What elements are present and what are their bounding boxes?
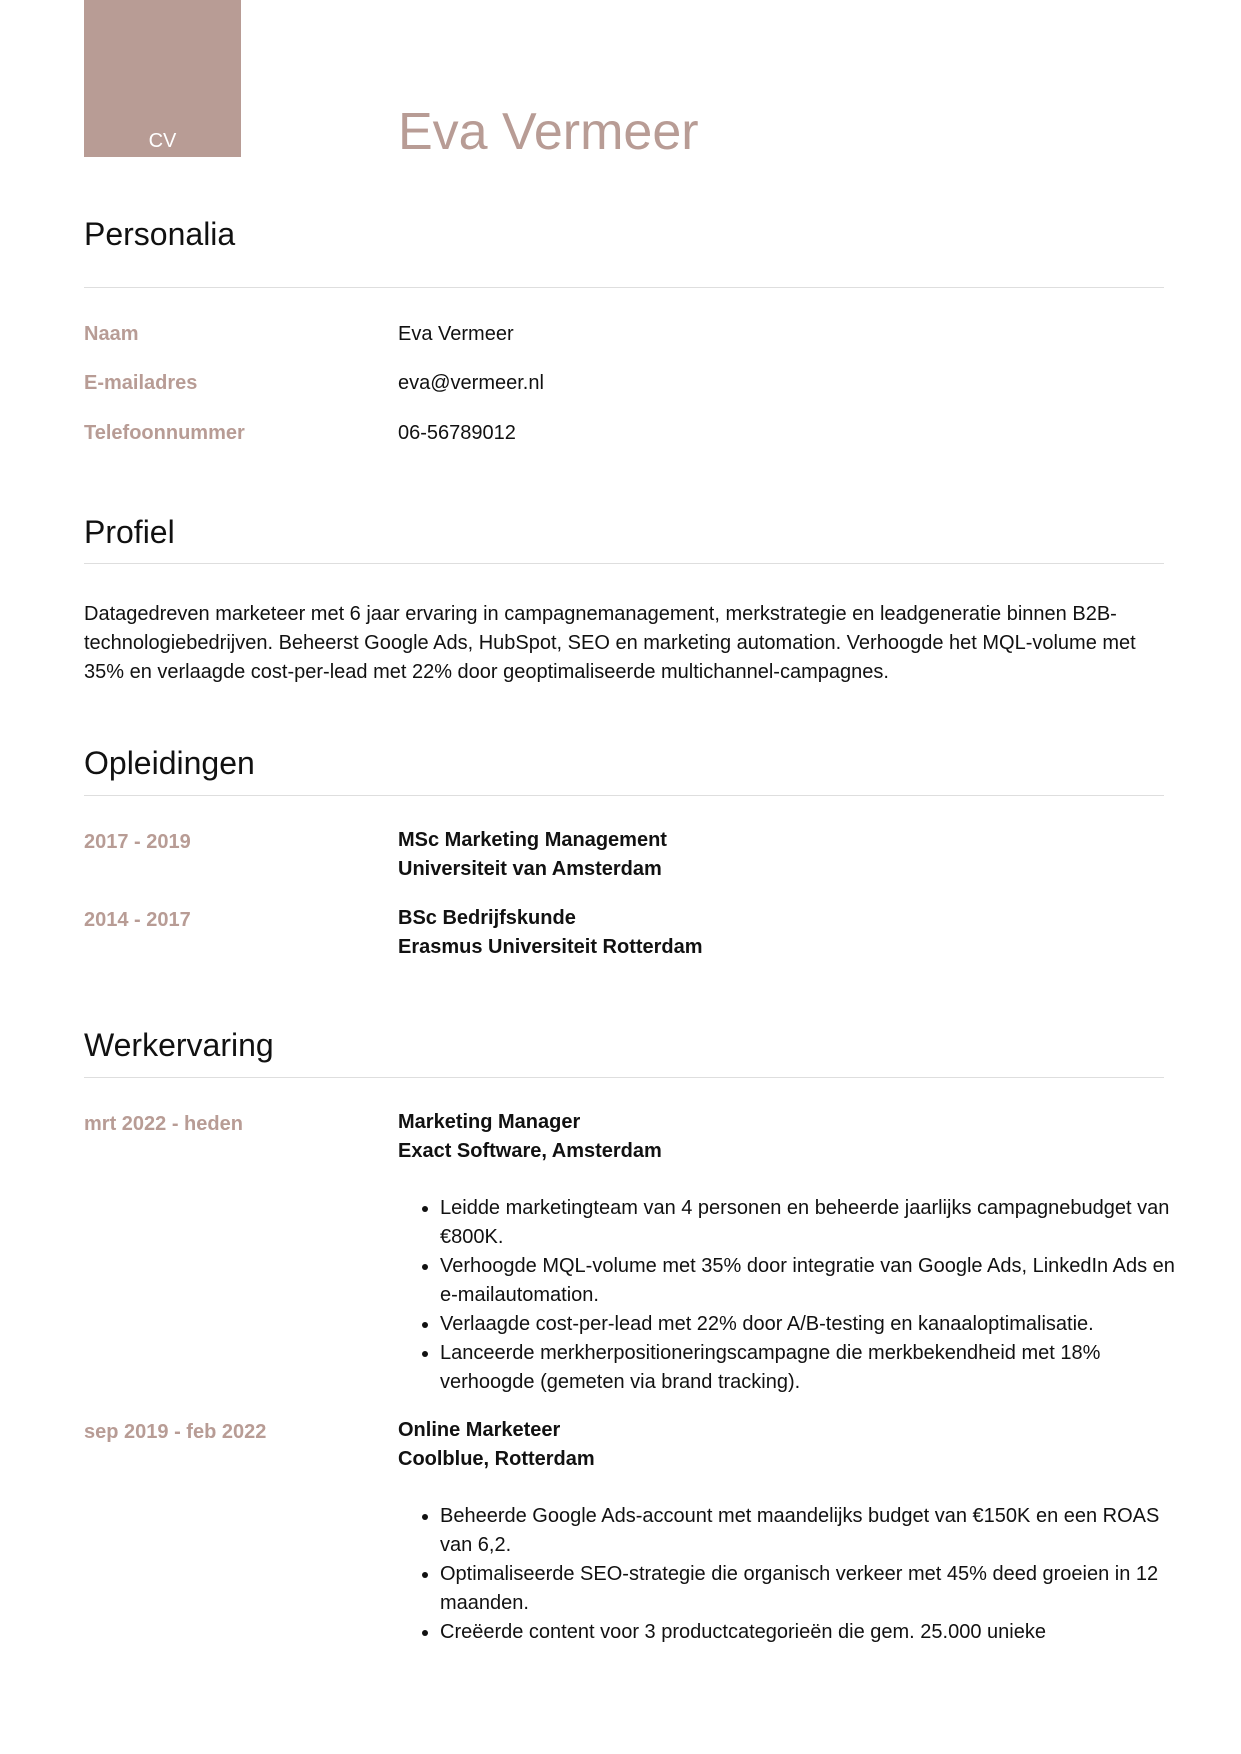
education-degree: BSc Bedrijfskunde <box>398 907 576 929</box>
job-role: Marketing Manager <box>398 1111 581 1133</box>
candidate-name: Eva Vermeer <box>398 103 699 161</box>
job-period: mrt 2022 - heden <box>84 1113 243 1135</box>
divider <box>84 287 1164 288</box>
cv-label: CV <box>148 130 177 152</box>
job-entry <box>398 1416 1178 1474</box>
list-item: • Beheerde Google Ads-account met maandelijks budget van €150K en een ROAS van 6,2. <box>440 1502 1180 1560</box>
list-item: • Verlaagde cost-per-lead met 22% door A/B-testing en kanaaloptimalisatie. <box>440 1310 1180 1339</box>
section-title-profiel: Profiel <box>84 514 175 550</box>
education-period: 2017 - 2019 <box>84 831 191 853</box>
education-school: Erasmus Universiteit Rotterdam <box>398 936 703 958</box>
job-company: Coolblue, Rotterdam <box>398 1448 595 1470</box>
divider <box>84 1077 1164 1078</box>
job-role: Online Marketeer <box>398 1419 561 1441</box>
list-item: • Lanceerde merkherpositioneringscampagne die merkbekendheid met 18% verhoogde (gemeten via brand tracking). <box>440 1339 1180 1397</box>
divider <box>84 795 1164 796</box>
job-bullets <box>398 1502 1180 1647</box>
job-period: sep 2019 - feb 2022 <box>84 1421 267 1443</box>
education-entry <box>398 904 1178 962</box>
list-item: • Leidde marketingteam van 4 personen en beheerde jaarlijks campagnebudget van €800K. <box>440 1194 1180 1252</box>
field-value-naam: Eva Vermeer <box>398 323 514 345</box>
education-school: Universiteit van Amsterdam <box>398 858 662 880</box>
divider <box>84 563 1164 564</box>
section-title-opleidingen: Opleidingen <box>84 745 255 781</box>
field-value-email: eva@vermeer.nl <box>398 372 544 394</box>
job-company: Exact Software, Amsterdam <box>398 1140 662 1162</box>
profile-text: Datagedreven marketeer met 6 jaar ervaring in campagnemanagement, merkstrategie en leadgeneratie binnen B2B-technologiebedrijven. Beheerst Google Ads, HubSpot, SEO en marketing automation. Verhoogde het MQL-volume met 35% en verlaagde cost-per-lead met 22% door geoptimaliseerde multichannel-campagnes. <box>84 603 1136 683</box>
list-item: • Optimaliseerde SEO-strategie die organisch verkeer met 45% deed groeien in 12 maanden. <box>440 1560 1180 1618</box>
job-bullets <box>398 1194 1180 1397</box>
list-item: • Creëerde content voor 3 productcategorieën die gem. 25.000 unieke <box>440 1618 1180 1647</box>
education-degree: MSc Marketing Management <box>398 829 667 851</box>
field-label-telefoon: Telefoonnummer <box>84 422 245 444</box>
list-item: • Verhoogde MQL-volume met 35% door integratie van Google Ads, LinkedIn Ads en e-mailautomation. <box>440 1252 1180 1310</box>
field-value-telefoon: 06-56789012 <box>398 422 516 444</box>
education-entry <box>398 826 1178 884</box>
section-title-personalia: Personalia <box>84 216 236 252</box>
field-label-naam: Naam <box>84 323 139 345</box>
cv-badge <box>84 0 241 157</box>
job-entry <box>398 1108 1178 1166</box>
section-title-werkervaring: Werkervaring <box>84 1027 274 1063</box>
education-period: 2014 - 2017 <box>84 909 191 931</box>
field-label-email: E-mailadres <box>84 372 198 394</box>
